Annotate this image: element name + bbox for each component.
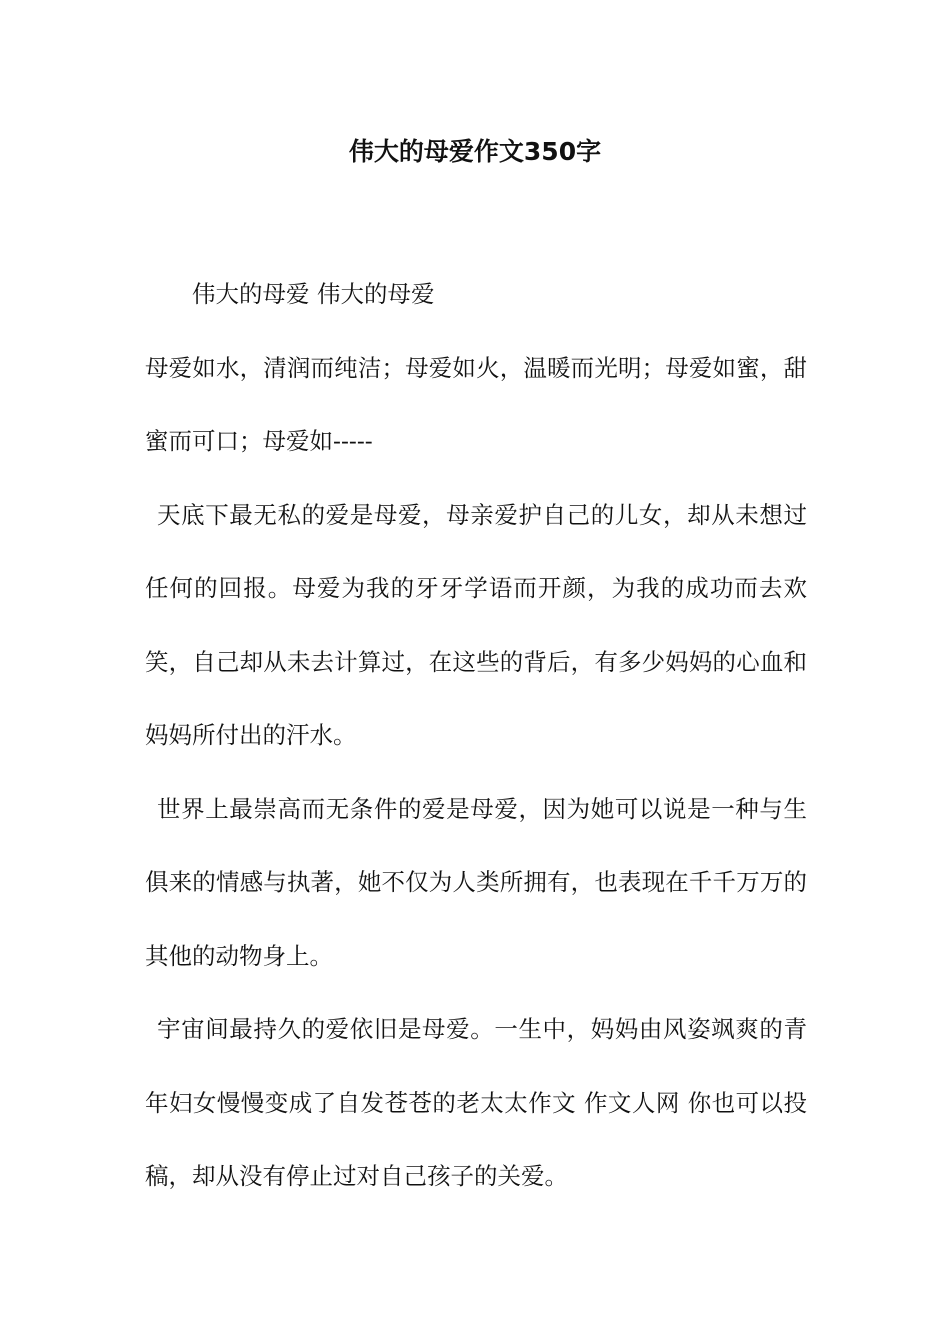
document-title: 伟大的母爱作文350字	[348, 137, 602, 166]
essay-subtitle: 伟大的母爱 伟大的母爱	[192, 280, 435, 308]
paragraph-1: 母爱如水，清润而纯洁；母爱如火，温暖而光明；母爱如蜜，甜蜜而可口；母爱如-----	[145, 353, 807, 455]
paragraph-3: 世界上最崇高而无条件的爱是母爱，因为她可以说是一种与生俱来的情感与执著，她不仅为人类所拥有，也表现在千千万万的其他的动物身上。	[145, 794, 807, 970]
document-body	[145, 258, 807, 1214]
paragraph-2: 天底下最无私的爱是母爱，母亲爱护自己的儿女，却从未想过任何的回报。母爱为我的牙牙学语而开颜，为我的成功而去欢笑，自己却从未去计算过，在这些的背后，有多少妈妈的心血和妈妈所付出的汗水。	[145, 500, 807, 749]
paragraph-4: 宇宙间最持久的爱依旧是母爱。一生中，妈妈由风姿飒爽的青年妇女慢慢变成了自发苍苍的老太太作文 作文人网 你也可以投稿，却从没有停止过对自己孩子的关爱。	[145, 1015, 807, 1190]
